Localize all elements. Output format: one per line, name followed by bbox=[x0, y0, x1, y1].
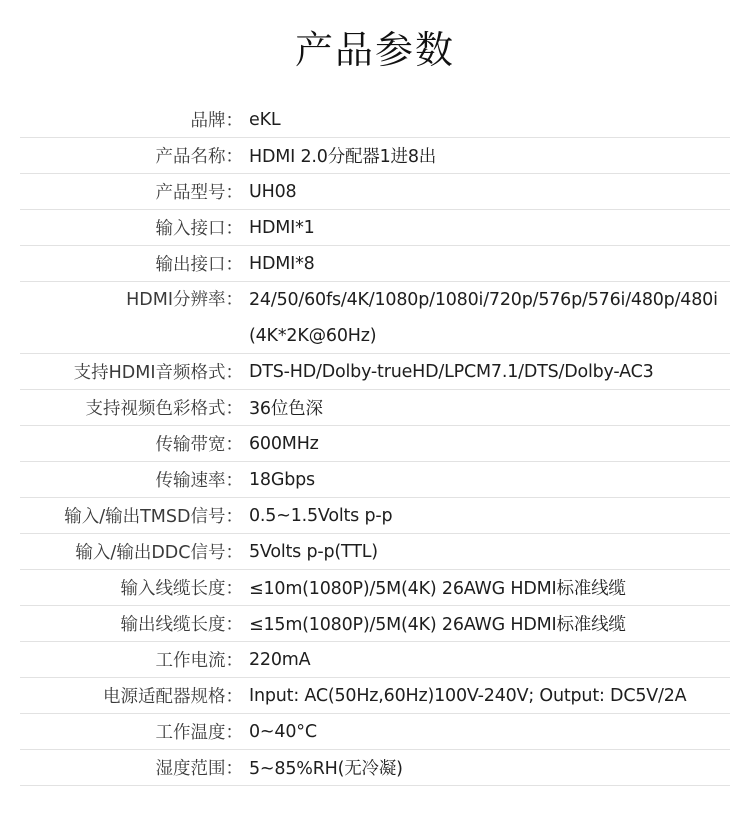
spec-value: 36位色深 bbox=[249, 399, 323, 419]
spec-label: 产品名称： bbox=[155, 147, 243, 167]
spec-row-humidity bbox=[20, 750, 730, 786]
spec-row-rate bbox=[20, 462, 730, 498]
spec-row-audio-format bbox=[20, 354, 730, 390]
spec-row-product-name bbox=[20, 138, 730, 174]
spec-row-output-cable bbox=[20, 606, 730, 642]
spec-value: HDMI*1 bbox=[249, 217, 315, 238]
spec-value: 18Gbps bbox=[249, 469, 315, 490]
spec-row-current bbox=[20, 642, 730, 678]
spec-label: 输出线缆长度： bbox=[120, 615, 243, 635]
spec-label: 支持HDMI音频格式： bbox=[73, 363, 243, 383]
spec-value: 24/50/60fs/4K/1080p/1080i/720p/576p/576i/480p/480i(4K*2K@60Hz) bbox=[249, 290, 718, 346]
spec-label: HDMI分辨率： bbox=[126, 290, 243, 310]
spec-value: 600MHz bbox=[249, 433, 319, 454]
spec-row-bandwidth bbox=[20, 426, 730, 462]
spec-value: HDMI 2.0分配器1进8出 bbox=[249, 147, 437, 167]
spec-row-resolution bbox=[20, 282, 730, 354]
spec-row-temperature bbox=[20, 714, 730, 750]
spec-value: HDMI*8 bbox=[249, 253, 315, 274]
spec-label: 输入线缆长度： bbox=[120, 579, 243, 599]
spec-row-tmsd-signal bbox=[20, 498, 730, 534]
spec-label: 传输速率： bbox=[155, 471, 243, 491]
spec-label: 工作温度： bbox=[155, 723, 243, 743]
spec-label: 输入/输出DDC信号： bbox=[75, 543, 243, 563]
spec-row-output-port bbox=[20, 246, 730, 282]
spec-value: eKL bbox=[249, 109, 281, 130]
spec-row-brand bbox=[20, 102, 730, 138]
spec-value: ≤10m(1080P)/5M(4K) 26AWG HDMI标准线缆 bbox=[249, 579, 626, 599]
spec-label: 输出接口： bbox=[155, 255, 243, 275]
spec-value: DTS-HD/Dolby-trueHD/LPCM7.1/DTS/Dolby-AC3 bbox=[249, 361, 654, 382]
spec-value: 0.5~1.5Volts p-p bbox=[249, 505, 393, 526]
spec-label: 输入接口： bbox=[155, 219, 243, 239]
spec-label: 工作电流： bbox=[155, 651, 243, 671]
spec-row-power-adapter bbox=[20, 678, 730, 714]
spec-row-input-cable bbox=[20, 570, 730, 606]
spec-label: 输入/输出TMSD信号： bbox=[64, 507, 243, 527]
spec-value: 5~85%RH(无冷凝) bbox=[249, 759, 403, 779]
spec-row-input-port bbox=[20, 210, 730, 246]
spec-value: 220mA bbox=[249, 649, 311, 670]
spec-label: 品牌： bbox=[190, 111, 243, 131]
spec-label: 传输带宽： bbox=[155, 435, 243, 455]
page-title: 产品参数 bbox=[294, 28, 455, 72]
spec-row-color-format bbox=[20, 390, 730, 426]
spec-label: 湿度范围： bbox=[155, 759, 243, 779]
spec-value: 0~40°C bbox=[249, 721, 317, 742]
spec-table bbox=[20, 102, 730, 786]
spec-label: 电源适配器规格： bbox=[103, 687, 243, 707]
spec-row-model bbox=[20, 174, 730, 210]
spec-label: 产品型号： bbox=[155, 183, 243, 203]
spec-value: ≤15m(1080P)/5M(4K) 26AWG HDMI标准线缆 bbox=[249, 615, 626, 635]
spec-row-ddc-signal bbox=[20, 534, 730, 570]
spec-label: 支持视频色彩格式： bbox=[85, 399, 243, 419]
spec-value: Input: AC(50Hz,60Hz)100V-240V; Output: DC5V/2A bbox=[249, 685, 687, 706]
spec-value: UH08 bbox=[249, 181, 297, 202]
spec-value: 5Volts p-p(TTL) bbox=[249, 541, 378, 562]
